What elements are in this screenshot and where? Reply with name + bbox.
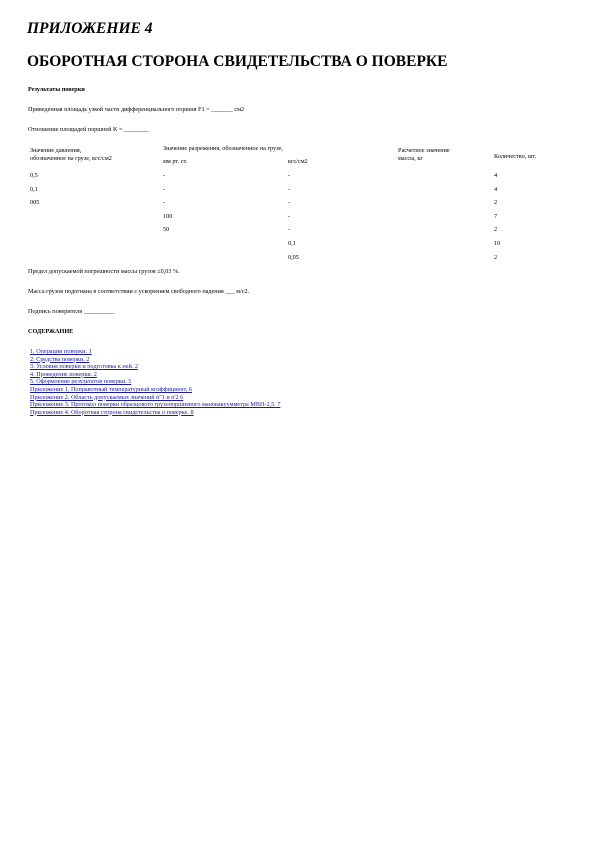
table-cell: - (288, 226, 291, 234)
table-cell: 2 (494, 253, 498, 261)
area-line: Приведенная площадь узкой части дифференциального поршня F1 = _______ см2 (28, 106, 245, 113)
ratio-line: Отношение площадей поршней K = ________ (28, 126, 149, 133)
header-vacuum-mmhg: мм рт. ст. (163, 158, 188, 165)
table-cell: 0,05 (288, 253, 299, 261)
toc-link[interactable]: Приложение 3. Протокол поверки образцового грузопоршневого мановакуумметра МВП-2,5. 7 (30, 401, 281, 409)
table-cell: - (288, 185, 291, 193)
table-cell: 0,5 (30, 172, 38, 179)
toc-list (30, 348, 280, 416)
toc-link[interactable]: 1. Операции поверки. 1 (30, 348, 92, 355)
appendix-heading: ПРИЛОЖЕНИЕ 4 (27, 20, 153, 37)
header-pressure (30, 147, 112, 162)
table-cell: 2 (494, 226, 498, 234)
table-cell: 4 (494, 185, 498, 193)
table-cell: 50 (163, 226, 170, 234)
table-cell: 100 (163, 212, 173, 220)
document-title: ОБОРОТНАЯ СТОРОНА СВИДЕТЕЛЬСТВА О ПОВЕРКЕ (27, 53, 448, 70)
toc-link[interactable]: Приложение 1. Поправочный температурный коэффициент. 6 (30, 385, 193, 393)
table-cell: 005 (30, 199, 40, 207)
header-mass (398, 147, 450, 162)
table-cell: 4 (494, 172, 498, 179)
header-pressure-line2: обозначенное на грузе, кгс/см2 (30, 154, 112, 162)
table-cell: - (163, 185, 166, 193)
table-cell: 0,1 (288, 240, 296, 247)
table-cell: 7 (494, 212, 498, 220)
header-mass-line2: массы, кг (398, 154, 423, 162)
toc-title: СОДЕРЖАНИЕ (28, 328, 74, 335)
table-cell: 2 (494, 199, 498, 207)
toc-link[interactable]: Приложение 4. Оборотная сторона свидетельства о поверке. 8 (30, 408, 194, 416)
table-cell: - (288, 212, 291, 220)
table-cell: 0,1 (30, 185, 38, 193)
header-vacuum: Значение разрежения, обозначенное на грузе, (163, 145, 283, 152)
gravity-line: Масса грузов подогнана в соответствии с ускорением свободного падения ___ м/с2. (28, 288, 250, 295)
toc-link[interactable]: 4. Проведение поверки. 2 (30, 370, 97, 378)
header-quantity: Количество, шт. (494, 153, 537, 160)
toc-link[interactable]: 5. Оформление результатов поверки. 5 (30, 378, 132, 386)
table-cell: 10 (494, 240, 501, 247)
table-cell: - (163, 199, 166, 207)
header-vacuum-kgf: кгс/см2 (288, 158, 308, 165)
table-cell: - (288, 199, 291, 207)
toc-link[interactable]: 2. Средства поверки. 2 (30, 355, 90, 363)
toc-link[interactable]: 3. Условия поверки и подготовка к ней. 2 (30, 363, 138, 371)
table-cell: - (163, 172, 166, 179)
header-pressure-line1: Значение давления, (30, 147, 82, 154)
signature-line: Подпись поверителя __________ (28, 308, 115, 315)
table-cell: - (288, 172, 291, 179)
header-mass-line1: Расчетное значение (398, 147, 450, 154)
results-label: Результаты поверки (28, 86, 85, 93)
toc-link[interactable]: Приложение 2. Область допускаемых значений n"1 и n'2 6 (30, 393, 184, 401)
tolerance-line: Предел допускаемой погрешности массы грузов ±0,03 %. (28, 268, 180, 275)
